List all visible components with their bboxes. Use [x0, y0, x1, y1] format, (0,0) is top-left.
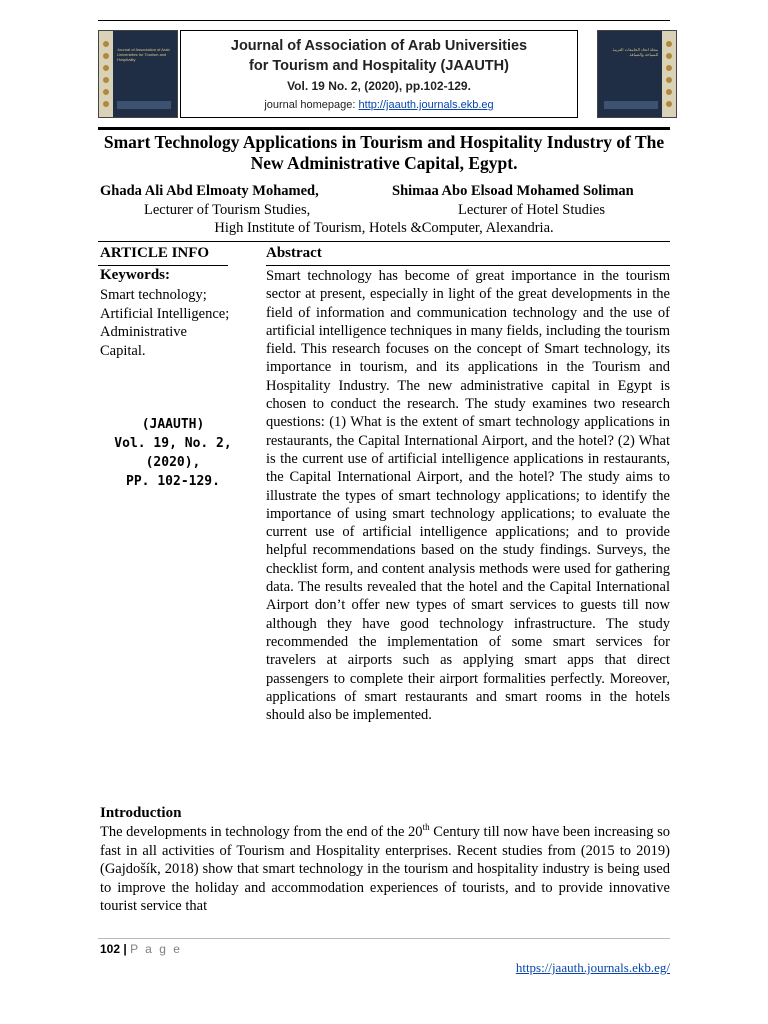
header-top-rule	[98, 20, 670, 21]
abstract-heading: Abstract	[266, 245, 322, 261]
citation-pages: PP. 102-129.	[126, 474, 220, 489]
journal-cover-right-image	[597, 30, 677, 118]
journal-name-line1: Journal of Association of Arab Universities	[230, 38, 528, 54]
journal-header-box	[180, 30, 578, 118]
abstract-rule	[266, 265, 670, 266]
header-bottom-rule	[98, 127, 670, 130]
introduction-text: The developments in technology from the end of the 20th Century till now have been increasing so fast in all activities of Tourism and Hospitality enterprises. Recent studies from (2015 to 2019) (Gajdošík, 2018) show that smart technology in the tourism and hospitality industry is being used to improve the holiday and accommodation experiences of tourists, and to provide innovative tourist service that	[100, 822, 670, 914]
citation-volume: Vol. 19, No. 2,	[114, 436, 232, 451]
page-number: 102 | P a g e	[100, 942, 182, 956]
article-info-heading: ARTICLE INFO	[100, 245, 210, 261]
journal-cover-left-image	[98, 30, 178, 118]
affiliation-2: Lecturer of Hotel Studies	[458, 202, 605, 218]
footer-rule	[98, 938, 670, 939]
keyword-item: Smart technology;	[100, 287, 207, 303]
journal-volume-line: Vol. 19 No. 2, (2020), pp.102-129.	[287, 79, 471, 93]
keywords-list	[100, 286, 250, 360]
paper-title: Smart Technology Applications in Tourism and Hospitality Industry of The New Administrative Capital, Egypt.	[103, 132, 665, 173]
author-2: Shimaa Abo Elsoad Mohamed Soliman	[392, 183, 634, 199]
journal-abbrev: (JAAUTH)	[141, 417, 205, 432]
keyword-item: Artificial Intelligence;	[100, 305, 230, 322]
cover-right-text: مجلة اتحاد الجامعات العربية للسياحة والضيافة	[612, 47, 658, 57]
cover-left-text: Journal of Association of Arab Universities for Tourism and Hospitality	[117, 47, 170, 62]
superscript-th: th	[422, 822, 430, 833]
keywords-label: Keywords:	[100, 267, 170, 283]
affiliation-1: Lecturer of Tourism Studies,	[144, 202, 311, 218]
journal-homepage: journal homepage: http://jaauth.journals.ekb.eg	[264, 99, 494, 111]
journal-name-line2: for Tourism and Hospitality (JAAUTH)	[249, 58, 509, 74]
article-info-rule	[98, 265, 228, 266]
author-1: Ghada Ali Abd Elmoaty Mohamed,	[100, 183, 319, 199]
keyword-item: Capital.	[100, 342, 146, 359]
keyword-item: Administrative	[100, 324, 187, 340]
footer-journal-link[interactable]: https://jaauth.journals.ekb.eg/	[515, 960, 670, 975]
journal-homepage-link[interactable]: http://jaauth.journals.ekb.eg	[358, 99, 494, 111]
citation-year: (2020),	[145, 455, 201, 470]
abstract-text: Smart technology has become of great importance in the tourism sector at present, especially in light of the great developments in the field of information and communication technology and the use of artificial intelligence techniques in many fields, including the tourism field. This research focuses on the concept of Smart technology, its importance in tourism, and its applications in the Tourism and Hospitality Industry. The new administrative capital in Egypt is chosen to conduct the research. The study examines two research questions: (1) What is the extent of smart technology applications in restaurants, the Capital International Airport, and the hotel? (2) What is the current use of artificial intelligence applications in restaurants, the Capital International Airport, and the hotel? The study aims to illustrate the types of smart technology applications; to identify the importance of using smart technology applications; to evaluate the current use of artificial intelligence applications; and to provide helpful recommendations based on the study findings. Surveys, the checklist form, and content analysis methods were used for gathering data. The results revealed that the hotel and the Capital International Airport don’t offer new types of smart services to guests till now although they have good technology infrastructure. The study recommended the implementation of some smart services for travelers at airports such as applying smart apps that direct passengers to complete their airport formalities perfectly. Moreover, applications of smart restaurants and smart rooms in the hotels should also be implemented.	[266, 268, 670, 724]
institution: High Institute of Tourism, Hotels &Computer, Alexandria.	[214, 220, 554, 236]
introduction-heading: Introduction	[100, 805, 182, 821]
section-top-rule	[98, 241, 670, 242]
journal-citation-info	[100, 415, 246, 491]
